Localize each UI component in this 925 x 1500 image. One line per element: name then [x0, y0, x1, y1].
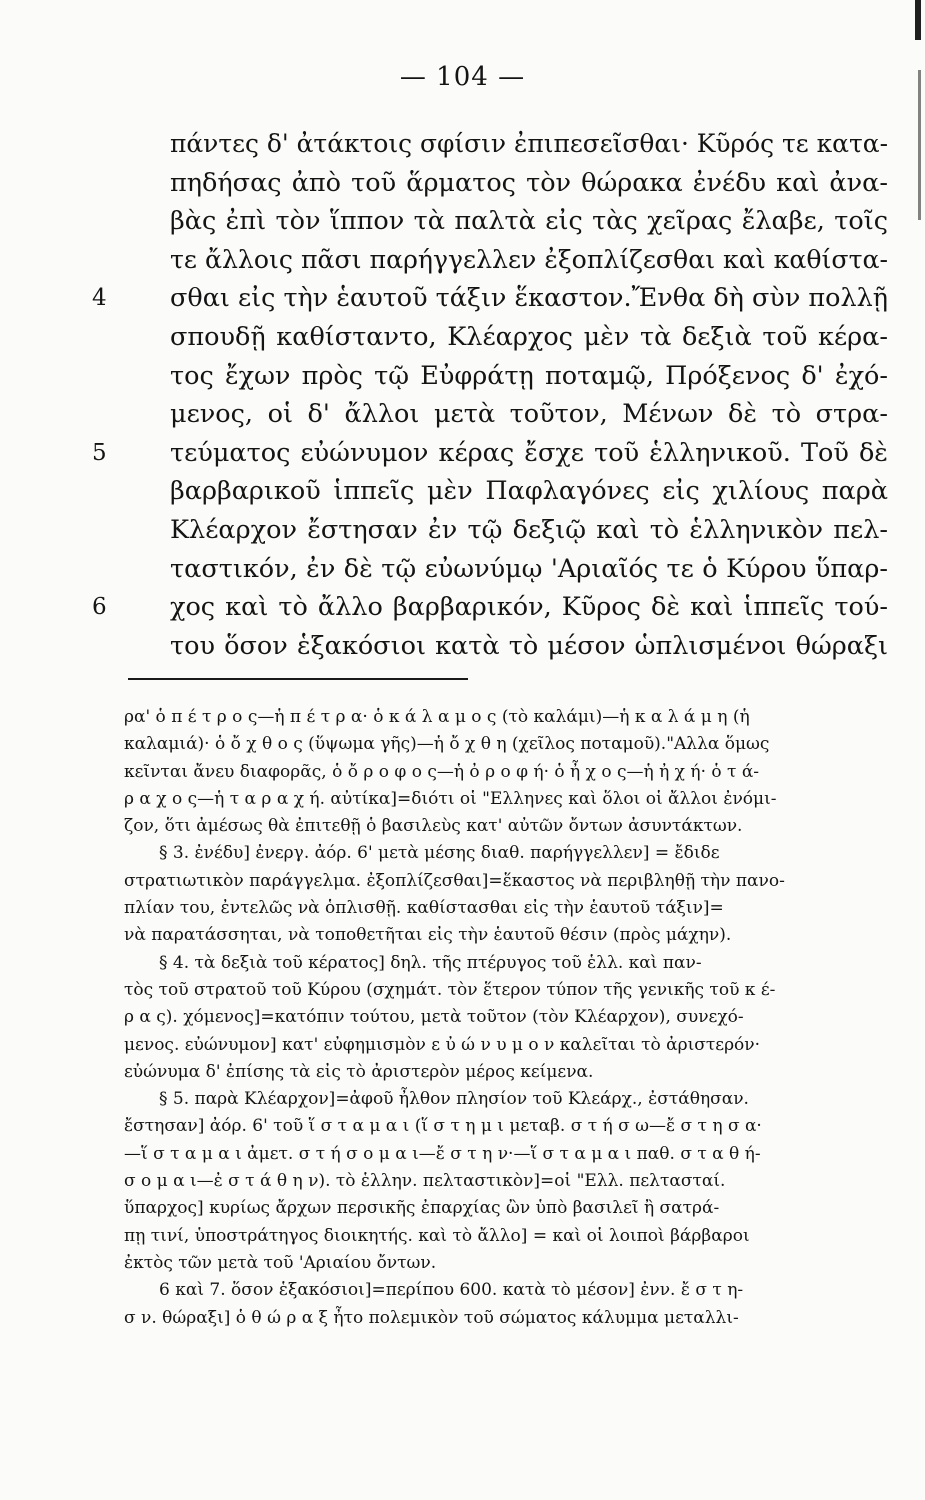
note-line: ὕπαρχος] κυρίως ἄρχων περσικῆς ἐπαρχίας ὢν ὑπὸ βασιλεῖ ἢ σατρά- — [124, 1198, 720, 1219]
note-line: τὸς τοῦ στρατοῦ τοῦ Κύρου (σχημάτ. τὸν ἕτερον τύπον τῆς γενικῆς τοῦ κ έ- — [124, 979, 776, 1000]
note-line: στρατιωτικὸν παράγγελμα. ἐξοπλίζεσθαι]=ἕκαστος νὰ περιβληθῇ τὴν πανο- — [124, 870, 785, 891]
main-text-content: βαρβαρικοῦ ἱππεῖς μὲν Παφλαγόνες εἰς χιλίους παρὰ — [170, 476, 888, 507]
page-edge-mark — [915, 0, 921, 40]
main-text-line — [170, 627, 890, 666]
note-line: § 5. παρὰ Κλέαρχον]=ἀφοῦ ἦλθον πλησίον τοῦ Κλεάρχ., ἐστάθησαν. — [159, 1089, 749, 1110]
main-text-content: μενος, οἱ δ' ἄλλοι μετὰ τοῦτον, Μένων δὲ τὸ στρα- — [170, 399, 888, 430]
main-text-content: πηδήσας ἀπὸ τοῦ ἅρματος τὸν θώρακα ἐνέδυ καὶ ἀνα- — [170, 167, 888, 198]
footnote-separator — [128, 678, 468, 680]
page-edge-mark — [918, 70, 921, 220]
commentary-notes — [124, 704, 894, 1332]
main-text-content: Κλέαρχον ἔστησαν ἐν τῷ δεξιῷ καὶ τὸ ἑλληνικὸν πελ- — [170, 514, 888, 545]
main-text-line — [92, 434, 890, 473]
note-line: καλαμιά)· ὁ ὄ χ θ ο ς (ὕψωμα γῆς)—ἡ ὄ χ θ η (χεῖλος ποταμοῦ)."Αλλα ὅμως — [124, 734, 770, 755]
note-line: ἐκτὸς τῶν μετὰ τοῦ 'Αριαίου ὄντων. — [124, 1252, 437, 1273]
note-line: 6 καὶ 7. ὅσον ἑξακόσιοι]=περίπου 600. κατὰ τὸ μέσον] ἐνν. ἔ σ τ η- — [159, 1280, 744, 1301]
note-line: νὰ παρατάσσηται, νὰ τοποθετῆται εἰς τὴν ἑαυτοῦ θέσιν (πρὸς μάχην). — [124, 925, 732, 946]
main-text-content: χος καὶ τὸ ἄλλο βαρβαρικόν, Κῦρος δὲ καὶ ἱππεῖς τού- — [170, 592, 888, 623]
note-line: ρ α ς). χόμενος]=κατόπιν τούτου, μετὰ τοῦτον (τὸν Κλέαρχον), συνεχό- — [124, 1007, 744, 1028]
main-text-line — [92, 279, 890, 318]
main-text-content: του ὅσον ἑξακόσιοι κατὰ τὸ μέσον ὡπλισμένοι θώραξι — [170, 630, 888, 661]
main-text-line — [170, 241, 890, 280]
main-text — [92, 125, 890, 665]
main-text-line — [170, 472, 890, 511]
section-number: 5 — [92, 439, 107, 466]
note-line: ζον, ὅτι ἀμέσως θὰ ἐπιτεθῇ ὁ βασιλεὺς κατ' αὐτῶν ὄντων ἀσυντάκτων. — [124, 816, 743, 837]
note-line: κεῖνται ἄνευ διαφορᾶς, ὁ ὄ ρ ο φ ο ς—ἡ ὀ ρ ο φ ή· ὁ ἦ χ ο ς—ἡ ἠ χ ή· ὁ τ ά- — [124, 761, 760, 782]
page-number: — 104 — — [399, 62, 526, 92]
note-line: σ ο μ α ι—ἐ σ τ ά θ η ν). τὸ ἑλλην. πελταστικὸν]=οἱ "Ελλ. πελτασταί. — [124, 1171, 726, 1192]
note-line: ρα' ὁ π έ τ ρ ο ς—ἡ π έ τ ρ α· ὁ κ ά λ α μ ο ς (τὸ καλάμι)—ἡ κ α λ ά μ η (ἡ — [124, 707, 750, 727]
main-text-content: σπουδῇ καθίσταντο, Κλέαρχος μὲν τὰ δεξιὰ τοῦ κέρα- — [170, 321, 888, 352]
main-text-line — [92, 588, 890, 627]
main-text-content: τεύματος εὐώνυμον κέρας ἔσχε τοῦ ἑλληνικοῦ. Τοῦ δὲ — [170, 437, 888, 468]
main-text-line — [170, 318, 890, 357]
note-line: πλίαν του, ἐντελῶς νὰ ὁπλισθῇ. καθίστασθαι εἰς τὴν ἑαυτοῦ τάξιν]= — [124, 898, 724, 919]
main-text-line — [170, 550, 890, 589]
note-line: πῃ τινί, ὑποστράτηγος διοικητής. καὶ τὸ ἄλλο] = καὶ οἱ λοιποὶ βάρβαροι — [124, 1225, 750, 1246]
main-text-line — [170, 357, 890, 396]
section-number: 6 — [92, 594, 107, 621]
main-text-content: ταστικόν, ἐν δὲ τῷ εὐωνύμῳ 'Αριαῖός τε ὁ Κύρου ὕπαρ- — [170, 553, 888, 584]
note-line: σ ν. θώραξι] ὁ θ ώ ρ α ξ ἦτο πολεμικὸν τοῦ σώματος κάλυμμα μεταλλι- — [124, 1307, 739, 1328]
main-text-line — [170, 511, 890, 550]
note-line: εὐώνυμα δ' ἐπίσης τὰ εἰς τὸ ἀριστερὸν μέρος κείμενα. — [124, 1061, 594, 1082]
note-line: § 3. ἐνέδυ] ἐνεργ. ἀόρ. 6' μετὰ μέσης διαθ. παρήγγελλεν] = ἔδιδε — [159, 843, 720, 864]
main-text-line — [170, 202, 890, 241]
main-text-content: πάντες δ' ἀτάκτοις σφίσιν ἐπιπεσεῖσθαι· Κῦρός τε κατα- — [170, 129, 888, 159]
main-text-content: σθαι εἰς τὴν ἑαυτοῦ τάξιν ἕκαστον.Ἔνθα δὴ σὺν πολλῇ — [170, 283, 888, 314]
main-text-content: βὰς ἐπὶ τὸν ἵππον τὰ παλτὰ εἰς τὰς χεῖρας ἔλαβε, τοῖς — [170, 206, 888, 237]
main-text-line — [170, 395, 890, 434]
main-text-line — [170, 164, 890, 203]
note-line: μενος. εὐώνυμον] κατ' εὐφημισμὸν ε ὐ ώ ν υ μ ο ν καλεῖται τὸ ἀριστερόν· — [124, 1034, 761, 1055]
note-line: —ἵ σ τ α μ α ι ἀμετ. σ τ ή σ ο μ α ι—ἔ σ τ η ν·—ἵ σ τ α μ α ι παθ. σ τ α θ ή- — [124, 1143, 761, 1164]
main-text-content: τος ἔχων πρὸς τῷ Εὐφράτῃ ποταμῷ, Πρόξενος δ' ἐχό- — [170, 360, 888, 391]
note-line: ρ α χ ο ς—ἡ τ α ρ α χ ή. αὐτίκα]=διότι οἱ "Ελληνες καὶ ὅλοι οἱ ἄλλοι ἐνόμι- — [124, 788, 777, 809]
note-line: § 4. τὰ δεξιὰ τοῦ κέρατος] δηλ. τῆς πτέρυγος τοῦ ἑλλ. καὶ παν- — [159, 952, 702, 973]
section-number: 4 — [92, 285, 107, 312]
main-text-line — [170, 125, 890, 164]
main-text-content: τε ἄλλοις πᾶσι παρήγγελλεν ἐξοπλίζεσθαι καὶ καθίστα- — [170, 244, 888, 275]
note-line: ἔστησαν] ἀόρ. 6' τοῦ ἵ σ τ α μ α ι (ἵ σ τ η μ ι μεταβ. σ τ ή σ ω—ἔ σ τ η σ α· — [124, 1116, 762, 1137]
